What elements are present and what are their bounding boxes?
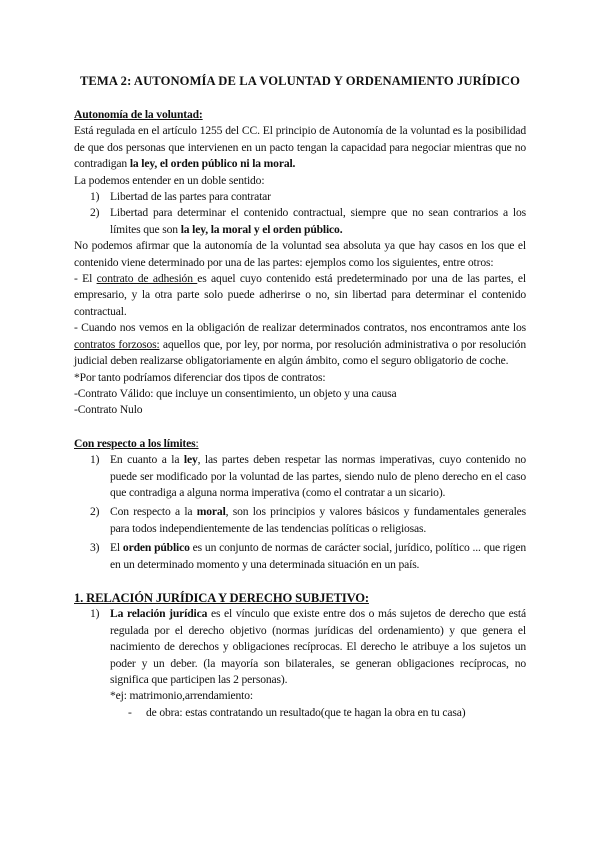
paragraph-contrato-valido: -Contrato Válido: que incluye un consentimiento, un objeto y una causa xyxy=(74,386,397,400)
paragraph-tipos-contratos: *Por tanto podríamos diferenciar dos tipos de contratos: xyxy=(74,370,326,384)
dash-item-text: de obra: estas contratando un resultado(que te hagan la obra en tu casa) xyxy=(146,705,466,719)
paragraph-text: aquellos que, por ley, por norma, por resolución administrativa o por resolución judicial deben realizarse obligatoriamente en algún ámbito, como el seguro obligatorio de coche. xyxy=(74,337,526,368)
bold-text: ley xyxy=(183,453,198,467)
bold-text: orden público xyxy=(122,541,190,555)
list-item xyxy=(74,189,526,205)
paragraph-contratos-forzosos xyxy=(74,320,526,369)
list-number: 1) xyxy=(90,607,100,621)
paragraph-autonomia-definition xyxy=(74,123,526,172)
list-item xyxy=(74,504,526,537)
bold-text: La relación jurídica xyxy=(110,607,208,621)
document-title: TEMA 2: AUTONOMÍA DE LA VOLUNTAD Y ORDENAMIENTO JURÍDICO xyxy=(79,74,521,88)
list-item-text xyxy=(110,452,526,501)
list-item-text xyxy=(110,504,526,537)
numbered-list-sentidos xyxy=(74,189,526,238)
list-item-plain: , las partes deben respetar las normas imperativas, cuyo contenido no puede ser modificado por la voluntad de las partes, siendo nulo de pleno derecho en el caso que contradiga a alguna norma imperativa (como el contratar a un sicario). xyxy=(110,453,527,499)
paragraph-text: - El xyxy=(74,272,97,286)
paragraph-text: Está regulada en el artículo 1255 del CC. El principio de Autonomía de la voluntad es la posibilidad de que dos personas que intervienen en un pacto tengan la capacidad para negociar mientras que no contradigan xyxy=(74,124,526,171)
list-item-plain: es el vínculo que existe entre dos o más sujetos de derecho que está regulada por el derecho objetivo (normas jurídicas del ordenamiento) y que genera el nacimiento de derechos y obligaciones recíprocas. El derecho le atribuye a los sujetos un poder y un deber. (la mayoría son bilaterales, se generan obligaciones recíprocas, no significa que participen las 2 personas). xyxy=(110,607,526,686)
section-heading-autonomia: Autonomía de la voluntad: xyxy=(74,108,203,121)
list-item xyxy=(74,452,526,501)
list-item xyxy=(74,606,526,688)
document-body xyxy=(74,107,526,721)
list-item xyxy=(74,540,526,573)
bold-text: la ley, la moral y el orden público. xyxy=(180,222,343,236)
list-number: 1) xyxy=(90,190,100,204)
bold-text: la ley, el orden público ni la moral. xyxy=(129,157,296,171)
list-number: 3) xyxy=(90,541,100,555)
paragraph-contrato-nulo: -Contrato Nulo xyxy=(74,403,143,417)
list-item-plain: El xyxy=(110,541,123,555)
section-heading-limites: Con respecto a los límites xyxy=(74,436,196,450)
dash-marker: - xyxy=(128,705,132,719)
numbered-list-relacion xyxy=(74,606,526,688)
list-number: 1) xyxy=(90,453,100,467)
paragraph-doble-sentido: La podemos entender en un doble sentido: xyxy=(74,173,265,187)
paragraph-text: es aquel cuyo contenido está predeterminado por una de las partes, el empresario, y la otra parte solo puede adherirse o no, sin libertad para determinar el contenido contractual. xyxy=(74,272,526,318)
spacer xyxy=(74,419,526,436)
list-item-text xyxy=(110,540,526,573)
dash-item xyxy=(74,705,526,721)
section-heading-limites-line xyxy=(74,436,526,452)
list-item-text xyxy=(110,205,526,238)
list-item-plain: En cuanto a la xyxy=(110,453,184,467)
section-heading-relacion: 1. RELACIÓN JURÍDICA Y DERECHO SUBJETIVO: xyxy=(74,590,369,605)
paragraph-contrato-adhesion xyxy=(74,271,526,320)
list-item-plain: , son los principios y valores básicos y fundamentales generales para todos independientemente de las tendencias políticas o religiosas. xyxy=(110,505,527,535)
bold-text: moral xyxy=(196,505,226,519)
heading-colon: : xyxy=(195,436,199,450)
list-item-plain: es un conjunto de normas de carácter social, jurídico, político ... que rigen en un determinado momento y una determinada situación en un país. xyxy=(110,541,526,571)
list-item-plain: Libertad para determinar el contenido contractual, siempre que no sean contrarios a los límites que son xyxy=(110,206,526,236)
list-item-plain: Con respecto a la xyxy=(110,505,197,519)
paragraph-text: - Cuando nos vemos en la obligación de realizar determinados contratos, nos encontramos ante los xyxy=(74,321,526,335)
paragraph-ejemplo: *ej: matrimonio,arrendamiento: xyxy=(110,689,253,703)
paragraph-no-absoluta: No podemos afirmar que la autonomía de la voluntad sea absoluta ya que hay casos en los que el contenido viene determinado por una de las partes: ejemplos como los siguientes, entre otros: xyxy=(74,239,526,269)
list-number: 2) xyxy=(90,206,100,220)
underlined-term: contratos forzosos: xyxy=(74,337,160,351)
spacer xyxy=(74,573,526,590)
list-item-text xyxy=(110,189,526,205)
list-item xyxy=(74,205,526,238)
underlined-term: contrato de adhesión xyxy=(96,272,198,286)
list-item-plain: Libertad de las partes para contratar xyxy=(110,190,271,204)
list-item-text xyxy=(110,606,526,688)
list-number: 2) xyxy=(90,505,100,519)
numbered-list-limites xyxy=(74,452,526,573)
